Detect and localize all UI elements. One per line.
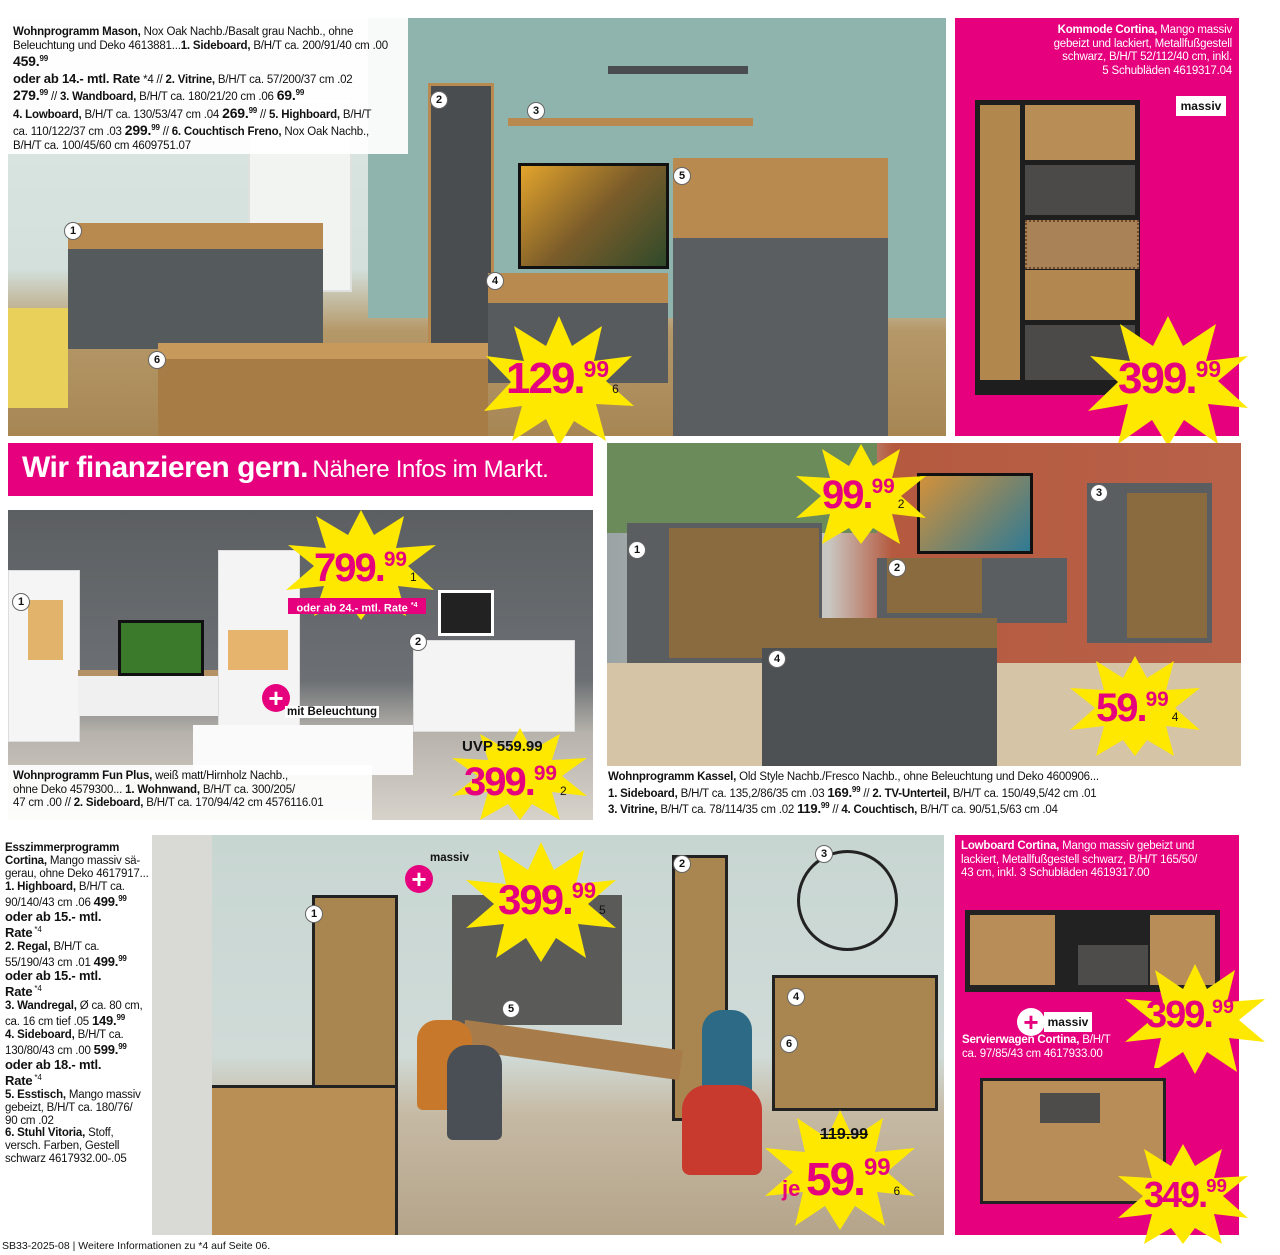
ess-item-6-marker: 6 bbox=[780, 1035, 798, 1053]
mason-item-4-marker: 4 bbox=[486, 272, 504, 290]
lowboard-massiv-tag: massiv bbox=[1044, 1012, 1092, 1032]
kassel-item-2-marker: 2 bbox=[888, 559, 906, 577]
ess-massiv-tag: massiv bbox=[430, 852, 470, 864]
kassel-item-3-marker: 3 bbox=[1090, 484, 1108, 502]
finance-banner-bold: Wir finanzieren gern. bbox=[22, 451, 308, 484]
servierwagen-price: 349.99 bbox=[1144, 1174, 1227, 1215]
kassel-item-1-marker: 1 bbox=[628, 541, 646, 559]
lowboard-description: Lowboard Cortina, Mango massiv gebeizt und lackiert, Metallfußgestell schwarz, B/H/T 165/50/ 43 cm, inkl. 3 Schubläden 4619317.00 bbox=[961, 840, 1198, 880]
lowboard-plus-icon: + bbox=[1017, 1008, 1045, 1036]
funplus-item-1-marker: 1 bbox=[12, 593, 30, 611]
ess-price-2: 59.996 bbox=[806, 1153, 901, 1205]
ess-je-label: je bbox=[782, 1176, 801, 1201]
finance-banner bbox=[8, 443, 593, 496]
mason-item-6-marker: 6 bbox=[148, 351, 166, 369]
footer-note: SB33-2025-08 | Weitere Informationen zu *4 auf Seite 06. bbox=[2, 1240, 271, 1252]
ess-price-1: 399.995 bbox=[498, 876, 606, 923]
kommode-price: 399.99 bbox=[1118, 354, 1222, 403]
ess-old-price: 119.99 bbox=[820, 1126, 869, 1143]
funplus-price-1: 799.991 bbox=[314, 546, 417, 590]
servierwagen-description: Servierwagen Cortina, B/H/T ca. 97/85/43 cm 4617933.00 bbox=[962, 1034, 1111, 1060]
kassel-price-1: 99.992 bbox=[822, 473, 905, 517]
funplus-light-label: mit Beleuchtung bbox=[287, 706, 378, 718]
finance-banner-normal: Nähere Infos im Markt. bbox=[312, 456, 549, 483]
mason-description: Wohnprogramm Mason, Nox Oak Nachb./Basalt grau Nachb., ohne Beleuchtung und Deko 4613881...1. Sideboard, B/H/T ca. 200/91/40 cm .00 459.99 oder ab 14.- mtl. Rate *4 // 2. Vitrine, B/H/T ca. 57/200/37 cm .02 279.99 // 3. Wandboard, B/H/T ca. 180/21/20 cm .06 69.99 4. Lowboard, B/H/T ca. 130/53/47 cm .04 269.99 // 5. Highboard, B/H/T ca. 110/122/37 cm .03 299.99 // 6. Couchtisch Freno, Nox Oak Nachb., B/H/T ca. 100/45/60 cm 4609751.07 bbox=[13, 26, 388, 152]
ess-item-1-marker: 1 bbox=[305, 905, 323, 923]
lowboard-price: 399.99 bbox=[1146, 994, 1234, 1036]
funplus-item-2-marker: 2 bbox=[409, 633, 427, 651]
ess-item-2-marker: 2 bbox=[673, 855, 691, 873]
ess-plus-icon: + bbox=[405, 865, 433, 893]
funplus-rate-badge: oder ab 24.- mtl. Rate $^{*4}$ bbox=[288, 598, 426, 614]
kommode-massiv-tag: massiv bbox=[1176, 96, 1226, 116]
funplus-price-2: 399.992 bbox=[464, 760, 567, 804]
kassel-item-4-marker: 4 bbox=[768, 650, 786, 668]
funplus-description: Wohnprogramm Fun Plus, weiß matt/Hirnholz Nachb., ohne Deko 4579300... 1. Wohnwand, B/H/T ca. 300/205/ 47 cm .00 // 2. Sideboard, B/H/T ca. 170/94/42 cm 4576116.01 bbox=[13, 770, 324, 810]
kommode-description: Kommode Cortina, Mango massiv gebeizt und lackiert, Metallfußgestell schwarz, B/H/T 52/112/40 cm, inkl. 5 Schubläden 4619317.04 bbox=[1053, 24, 1232, 77]
kassel-description: Wohnprogramm Kassel, Old Style Nachb./Fresco Nachb., ohne Beleuchtung und Deko 4600906... 1. Sideboard, B/H/T ca. 135,2/86/35 cm .03 169.99 // 2. TV-Unterteil, B/H/T ca. 150/49,5/42 cm .01 3. Vitrine, B/H/T ca. 78/114/35 cm .02 119.99 // 4. Couchtisch, B/H/T ca. 90/51,5/63 cm .04 bbox=[608, 771, 1099, 817]
ess-item-5-marker: 5 bbox=[502, 1000, 520, 1018]
mason-item-3-marker: 3 bbox=[527, 102, 545, 120]
funplus-plus-icon: + bbox=[262, 684, 290, 712]
mason-item-1-marker: 1 bbox=[64, 222, 82, 240]
kassel-price-2: 59.994 bbox=[1096, 686, 1179, 730]
mason-item-5-marker: 5 bbox=[673, 167, 691, 185]
mason-item-2-marker: 2 bbox=[430, 91, 448, 109]
ess-item-4-marker: 4 bbox=[787, 988, 805, 1006]
mason-price: 129.996 bbox=[506, 354, 619, 403]
ess-description: Esszimmerprogramm Cortina, Mango massiv sä- gerau, ohne Deko 4617917... 1. Highboard, B/H/T ca. 90/140/43 cm .06 499.99 oder ab 15.- mtl. Rate $^{*4}$ 2. Regal, B/H/T ca. 55/190/43 cm .01 499.99 oder ab 15.- mtl. Rate $^{*4}$ 3. Wandregal, Ø ca. 80 cm, ca. 16 cm tief .05 149.99 4. Sideboard, B/H/T ca. 130/80/43 cm .00 599.99 oder ab 18.- mtl. Rate $^{*4}$ 5. Esstisch, Mango massiv gebeizt, B/H/T ca. 180/76/ 90 cm .02 6. Stuhl Vitoria, Stoff, versch. Farben, Gestell schwarz 4617932.00-.05 bbox=[5, 842, 149, 1166]
ess-item-3-marker: 3 bbox=[815, 845, 833, 863]
funplus-uvp: UVP 559.99 bbox=[462, 738, 543, 755]
